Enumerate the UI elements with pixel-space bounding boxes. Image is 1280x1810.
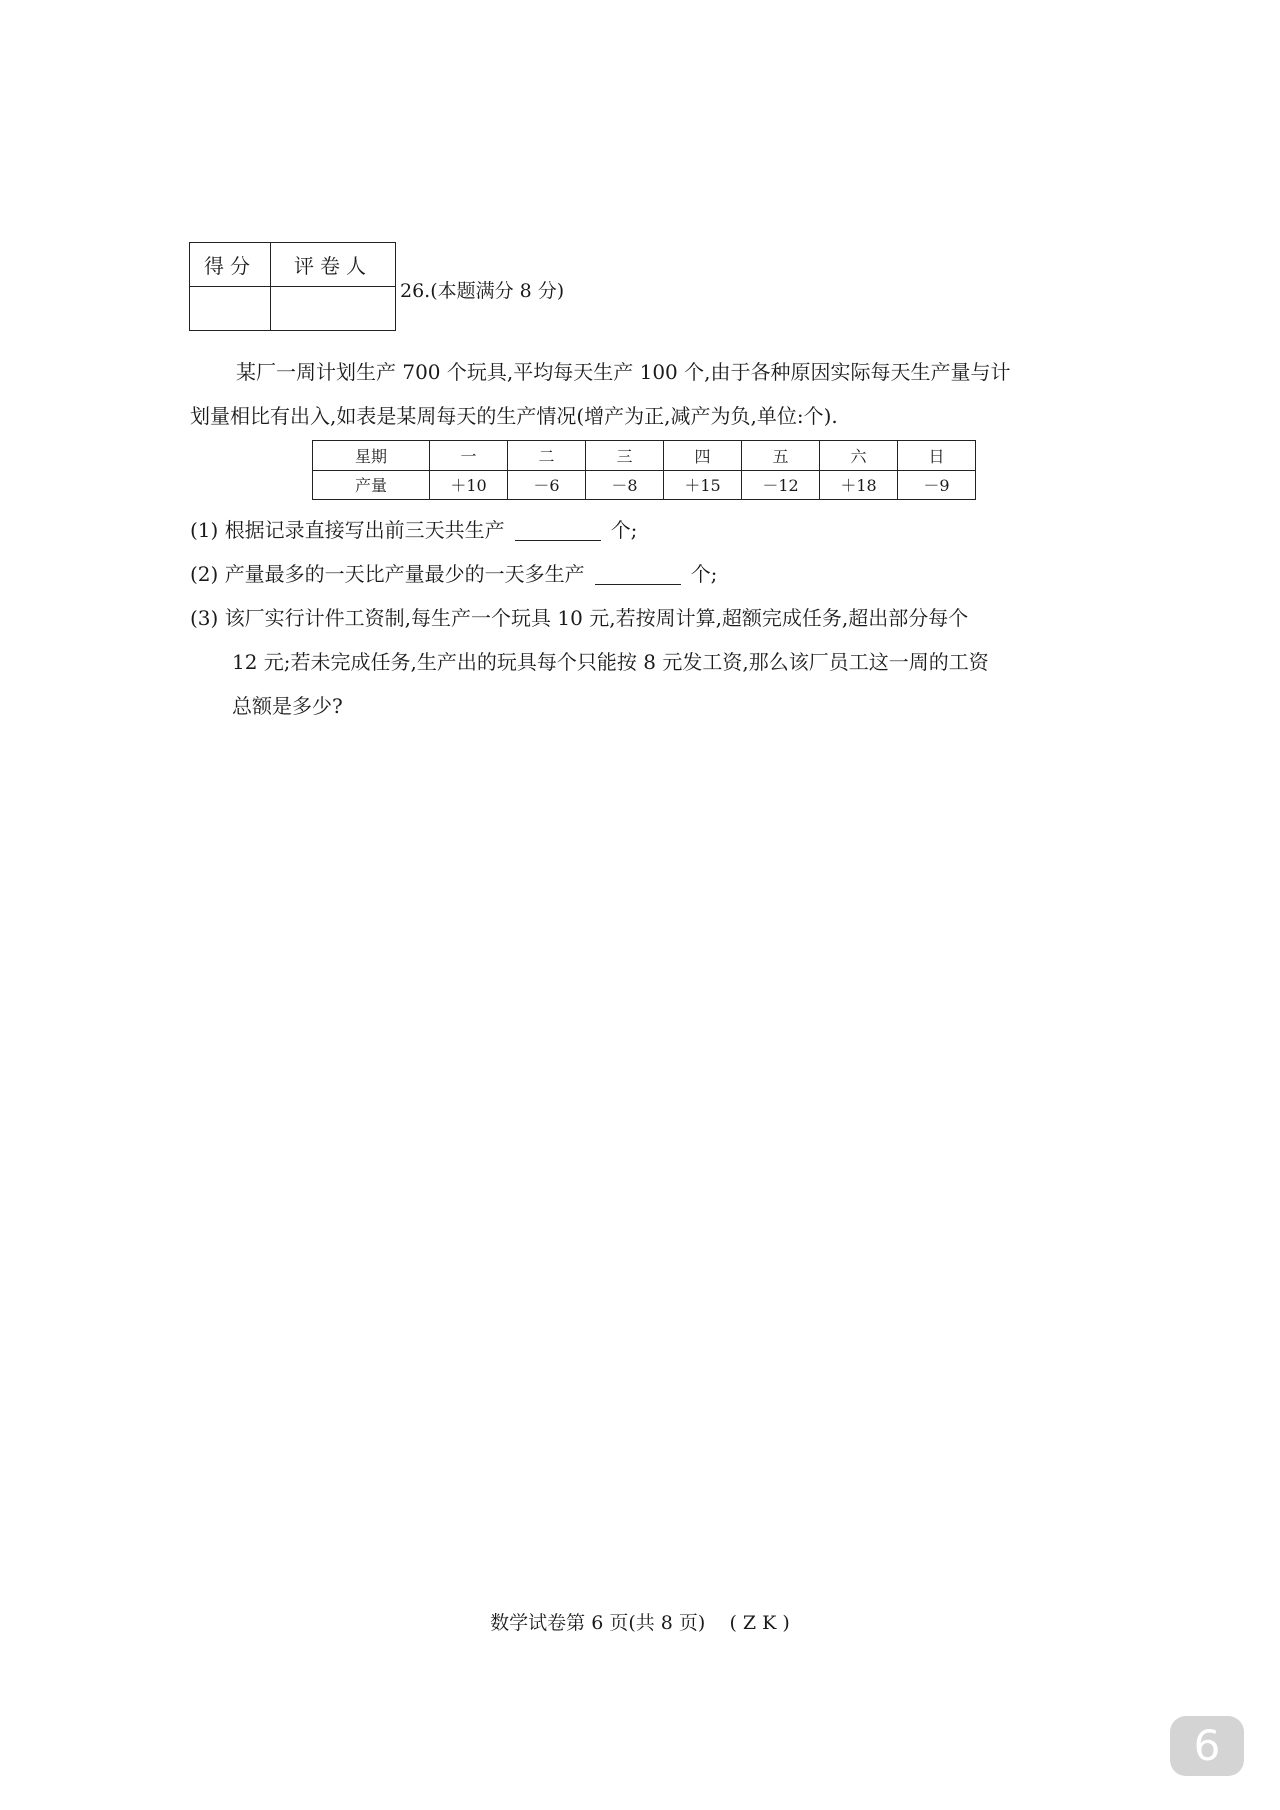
subquestion-3-line3: 总额是多少? (232, 694, 343, 718)
subquestion-2-prefix: (2) 产量最多的一天比产量最少的一天多生产 (190, 562, 585, 586)
table-value-cell: －6 (508, 470, 586, 500)
table-header-label: 星期 (313, 441, 430, 471)
grader-label: 评卷人 (271, 243, 396, 287)
table-row-label: 产量 (313, 470, 430, 500)
subquestion-2 (190, 552, 717, 596)
grader-field[interactable] (271, 287, 396, 331)
page-number-badge: 6 (1170, 1716, 1244, 1776)
table-day-cell: 六 (820, 441, 898, 471)
subquestion-1-prefix: (1) 根据记录直接写出前三天共生产 (190, 518, 505, 542)
table-value-row (313, 470, 976, 500)
score-field[interactable] (190, 287, 271, 331)
question-intro-line2: 划量相比有出入,如表是某周每天的生产情况(增产为正,减产为负,单位:个). (190, 404, 838, 428)
table-value-cell: －12 (742, 470, 820, 500)
table-header-row (313, 441, 976, 471)
question-intro-line1: 某厂一周计划生产 700 个玩具,平均每天生产 100 个,由于各种原因实际每天生产量与计 (236, 360, 1011, 384)
table-value-cell: －9 (898, 470, 976, 500)
table-day-cell: 三 (586, 441, 664, 471)
table-day-cell: 四 (664, 441, 742, 471)
table-day-cell: 五 (742, 441, 820, 471)
answer-blank-1[interactable] (515, 510, 601, 541)
score-box (189, 242, 396, 331)
score-label: 得分 (190, 243, 271, 287)
subquestion-2-suffix: 个; (690, 562, 718, 586)
subquestion-1-suffix: 个; (610, 518, 638, 542)
table-day-cell: 二 (508, 441, 586, 471)
subquestion-1 (190, 508, 637, 552)
production-table (312, 440, 976, 500)
answer-blank-2[interactable] (595, 554, 681, 585)
table-value-cell: ＋18 (820, 470, 898, 500)
table-value-cell: ＋10 (430, 470, 508, 500)
subquestion-3-line2: 12 元;若未完成任务,生产出的玩具每个只能按 8 元发工资,那么该厂员工这一周的工资 (232, 650, 989, 674)
subquestion-3-line1: (3) 该厂实行计件工资制,每生产一个玩具 10 元,若按周计算,超额完成任务,超出部分每个 (190, 606, 969, 630)
table-day-cell: 日 (898, 441, 976, 471)
table-value-cell: －8 (586, 470, 664, 500)
table-day-cell: 一 (430, 441, 508, 471)
table-value-cell: ＋15 (664, 470, 742, 500)
page-footer: 数学试卷第 6 页(共 8 页) ( Z K ) (490, 1612, 790, 1634)
question-title: 26.(本题满分 8 分) (400, 280, 565, 302)
